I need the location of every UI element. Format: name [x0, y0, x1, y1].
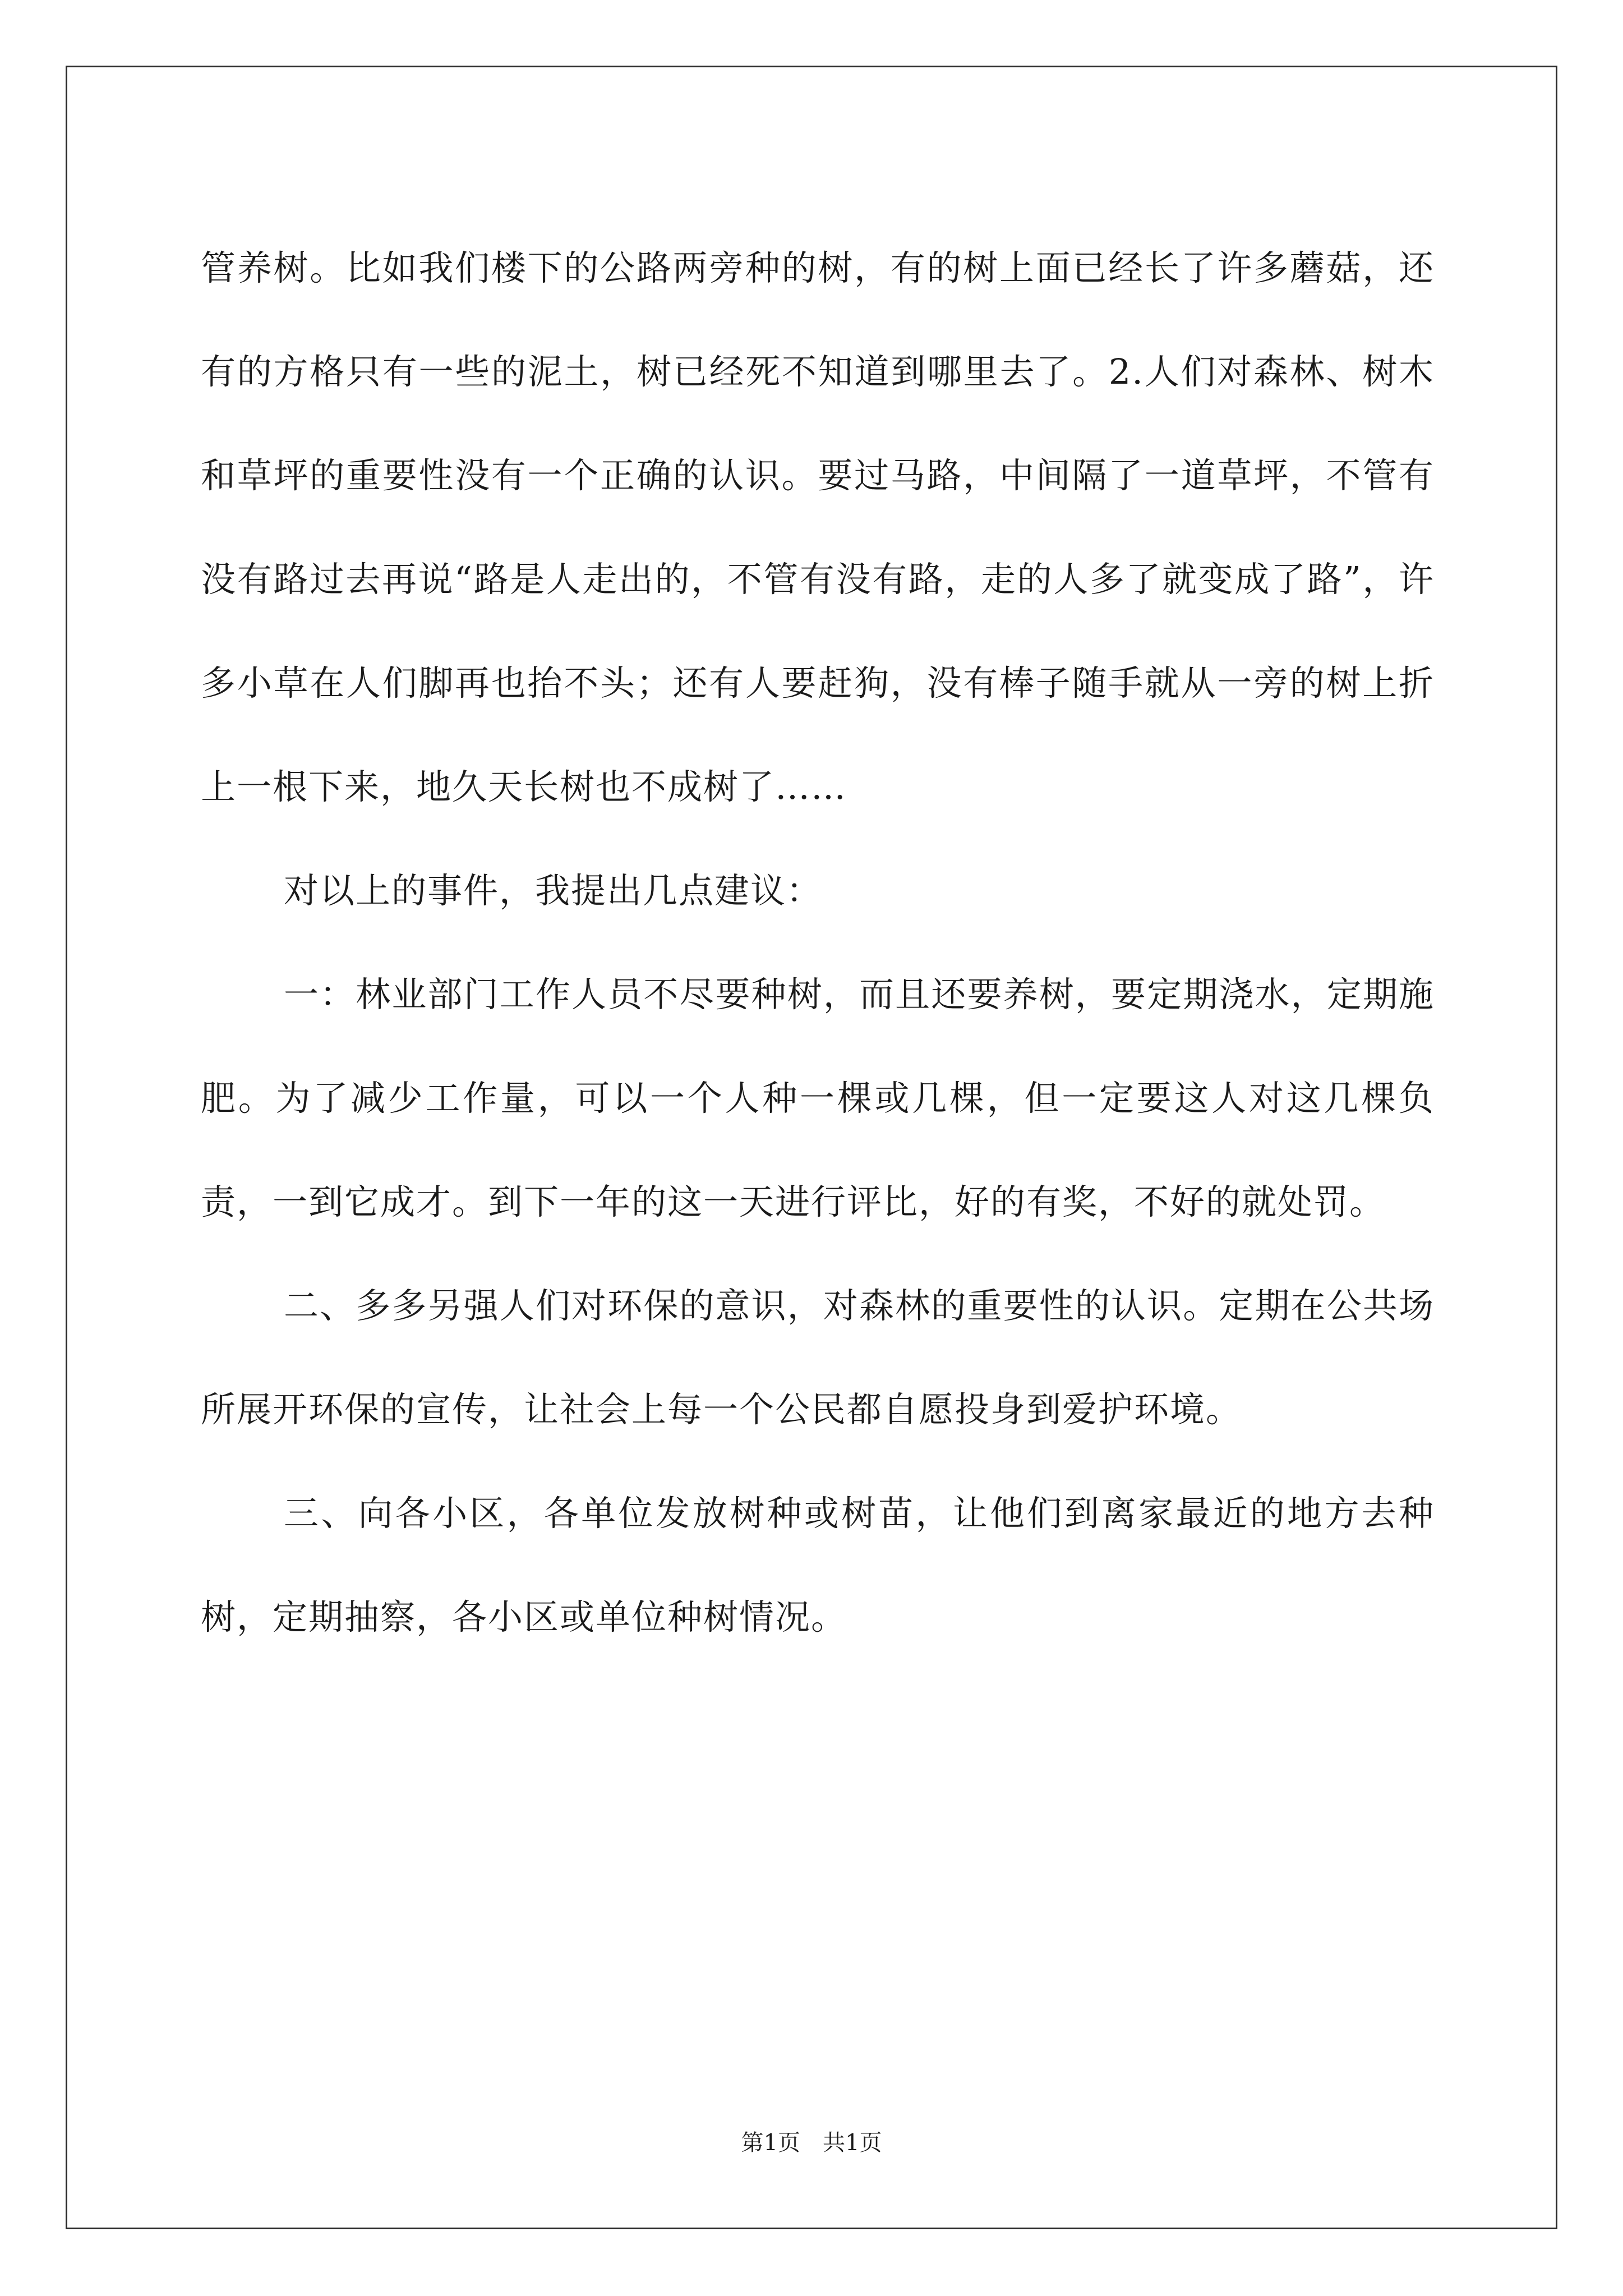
paragraph-suggestion-one: 一：林业部门工作人员不尽要种树，而且还要养树，要定期浇水，定期施肥。为了减少工作量，可以一个人种一棵或几棵，但一定要这人对这几棵负责，一到它成才。到下一年的这一天进行评比，好的有奖，不好的就处罚。 [201, 974, 1435, 1222]
document-body [201, 216, 1435, 1669]
paragraph-suggestions-intro: 对以上的事件，我提出几点建议： [284, 870, 823, 911]
paragraph-suggestion-two: 二、多多另强人们对环保的意识，对森林的重要性的认识。定期在公共场所展开环保的宣传，让社会上每一个公民都自愿投身到爱护环境。 [201, 1285, 1435, 1430]
paragraph-suggestion-three: 三、向各小区，各单位发放树种或树苗，让他们到离家最近的地方去种树，定期抽察，各小区或单位种树情况。 [201, 1493, 1435, 1637]
page-number-footer: 第1页 共1页 [741, 2130, 882, 2156]
paragraph-continued: 管养树。比如我们楼下的公路两旁种的树，有的树上面已经长了许多蘑菇，还有的方格只有一些的泥土，树已经死不知道到哪里去了。2.人们对森林、树木和草坪的重要性没有一个正确的认识。要过马路，中间隔了一道草坪，不管有没有路过去再说“路是人走出的，不管有没有路，走的人多了就变成了路”，许多小草在人们脚再也抬不头；还有人要赶狗，没有棒子随手就从一旁的树上折上一根下来，地久天长树也不成树了…… [201, 247, 1435, 807]
